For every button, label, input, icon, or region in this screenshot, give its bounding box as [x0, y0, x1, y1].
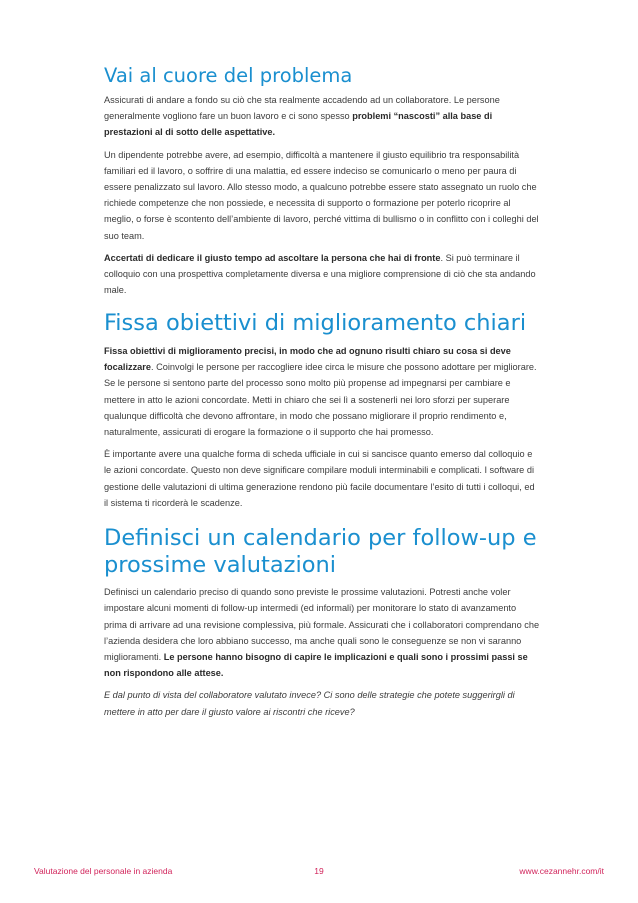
section-cuore-del-problema	[104, 64, 540, 298]
section-calendario-follow-up	[104, 525, 540, 720]
page-number: 19	[314, 866, 324, 876]
page-content	[104, 64, 540, 734]
emphasis-text: Fissa obiettivi di miglioramento precisi, in modo che ad ognuno risulti chiaro su cosa si deve focalizzare	[104, 345, 511, 373]
paragraph: È importante avere una qualche forma di scheda ufficiale in cui si sancisce quanto emerso dal colloquio e le azioni concordate. Questo non deve significare compilare moduli interminabili e complicati. I software di gestione delle valutazioni di ultima generazione rendono più facile documentare l’esito di tutti i colloqui, ed il sistema ti ricorderà le scadenze.	[104, 449, 535, 508]
footer-website-link[interactable]: www.cezannehr.com/it	[519, 866, 604, 876]
section-heading: Definisci un calendario per follow-up e prossime valutazioni	[104, 525, 537, 578]
footer-document-title: Valutazione del personale in azienda	[34, 866, 173, 876]
emphasis-text: Le persone hanno bisogno di capire le implicazioni e quali sono i prossimi passi se non rispondono alle attese.	[104, 651, 528, 679]
paragraph-text: . Si può terminare il colloquio con una prospettiva completamente diversa e una migliore comprensione di ciò che sta andando male.	[104, 252, 536, 296]
page-footer	[34, 866, 604, 876]
section-heading: Vai al cuore del problema	[104, 64, 353, 87]
emphasis-text: Accertati di dedicare il giusto tempo ad ascoltare la persona che hai di fronte	[104, 252, 441, 263]
paragraph	[104, 250, 540, 299]
paragraph	[104, 584, 540, 681]
paragraph: Un dipendente potrebbe avere, ad esempio, difficoltà a mantenere il giusto equilibrio tra responsabilità familiari ed il lavoro, o soffrire di una malattia, ed essere indeciso se comunicarlo o meno per paura di essere penalizzato sul lavoro. Allo stesso modo, a qualcuno potrebbe essere stato assegnato un ruolo che richiede competenze che non possiede, e necessita di supporto o formazione per poterlo ricoprire al meglio, o forse è scontento dell’ambiente di lavoro, perché vittima di bullismo o in conflitto con i colleghi del suo team.	[104, 149, 539, 241]
section-heading: Fissa obiettivi di miglioramento chiari	[104, 310, 527, 337]
paragraph	[104, 92, 540, 141]
paragraph-text: Assicurati di andare a fondo su ciò che sta realmente accadendo ad un collaboratore. Le persone generalmente vogliono fare un buon lavoro e ci sono spesso	[104, 95, 500, 122]
paragraph	[104, 343, 540, 440]
paragraph-text: . Coinvolgi le persone per raccogliere idee circa le misure che possono adottare per migliorare. Se le persone si sentono parte del processo sono molto più propense ad impegnarsi per cambiare e mettere in atto le azioni concordate. Metti in chiaro che sei lì a sostenerli nei loro sforzi per superare qualunque difficoltà che devono affrontare, in modo che possano migliorare il proprio rendimento e, naturalmente, assicurati di erogare la formazione o il supporto che hai promesso.	[104, 362, 537, 437]
emphasis-text: problemi “nascosti” alla base di prestazioni al di sotto delle aspettative.	[104, 111, 493, 138]
italic-question: E dal punto di vista del collaboratore valutato invece? Ci sono delle strategie che potete suggerirgli di mettere in atto per dare il giusto valore ai riscontri che riceve?	[104, 690, 515, 717]
section-obiettivi-miglioramento	[104, 310, 540, 511]
paragraph-text: Definisci un calendario preciso di quando sono previste le prossime valutazioni. Potresti anche voler impostare alcuni momenti di follow-up intermedi (ed informali) per monitorare lo stato di avanzamento prima di arrivare ad una revisione complessiva, più formale. Assicurati che i collaboratori comprendano che l’azienda desidera che loro abbiano successo, ma anche quali sono le conseguenze se non vi saranno miglioramenti.	[104, 587, 540, 662]
